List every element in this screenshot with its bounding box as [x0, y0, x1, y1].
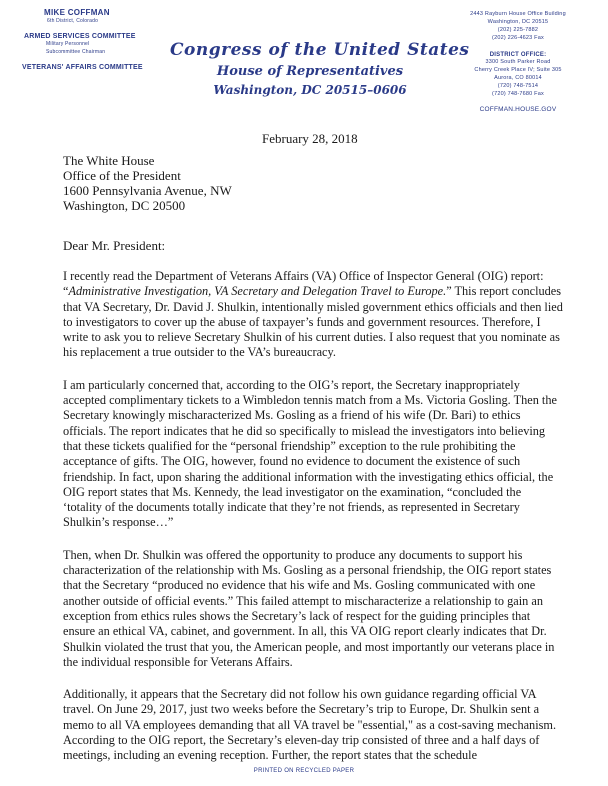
letter-date: February 28, 2018 — [262, 131, 358, 146]
paragraph-2: I am particularly concerned that, according to the OIG’s report, the Secretary inappropriately accepted complimentary tickets to a Wimbledon tennis match from a Ms. Victoria Gosling. Then the Secretary knowingly mischaracterized Ms. Gosling as a friend of his wife (Dr. Bari) to ethics officials. The report indicates that he did so specifically to mislead the investigators into believing that these tickets qualified for the “personal friendship” exception to the rule prohibiting the acceptance of gifts. The OIG, however, found no evidence to document the existence of such friendship. In fact, upon sharing the additional information with the investigating ethics official, the OIG report states that Ms. Kennedy, the lead investigator on the examination, “concluded the ‘totality of the documents totally indicate that they’re not friends, as represented in Secretary Shulkin’s response…” — [63, 377, 557, 530]
recipient-line: 1600 Pennsylvania Avenue, NW — [63, 183, 232, 198]
district-line3: Aurora, CO 80014 — [494, 75, 542, 81]
dc-fax: (202) 226-4623 Fax — [492, 35, 544, 41]
paragraph-4: Additionally, it appears that the Secretary did not follow his own guidance regarding official VA travel. On June 29, 2017, just two weeks before the Secretary’s trip to Europe, Dr. Shulkin sent a memo to all VA employees demanding that all VA travel be "essential," as a cost-saving mechanism. According to the OIG report, the Secretary’s eleven-day trip consisted of three and a half days of meetings, including an evening reception. Further, the report states that the schedule — [63, 687, 557, 763]
recipient-line: Washington, DC 20500 — [63, 198, 186, 213]
p1-after: ” This report concludes that VA Secretary, Dr. David J. Shulkin, intentionally misled government ethics officials and then lied to investigators to cover up the abuse of taxpayer’s funds and government resources. Therefore, I write to ask you to relieve Secretary Shulkin of his current duties. I also request that you nominate as his replacement a true outsider to the VA’s bureaucracy. — [63, 284, 563, 360]
report-title: Administrative Investigation, VA Secretary and Delegation Travel to Europe. — [68, 284, 447, 299]
member-district: 6th District, Colorado — [47, 18, 99, 24]
committee-armed-services: ARMED SERVICES COMMITTEE — [24, 33, 136, 40]
washington-zip: Washington, DC 20515–0606 — [213, 83, 407, 97]
district-fax: (720) 748-7680 Fax — [492, 91, 544, 97]
recipient-line: The White House — [63, 153, 155, 168]
district-line2: Cherry Creek Place IV; Suite 305 — [474, 67, 562, 73]
dc-phone: (202) 225-7882 — [497, 27, 539, 33]
recycled-paper-footer: PRINTED ON RECYCLED PAPER — [253, 768, 355, 774]
recipient-line: Office of the President — [63, 168, 181, 183]
house-title: House of Representatives — [216, 64, 404, 79]
congress-title: Congress of the United States — [170, 40, 470, 60]
p1-before: I recently read the Department of Veterans Affairs (VA) Office of Inspector General (OIG) report: “ — [63, 269, 544, 299]
paragraph-3: Then, when Dr. Shulkin was offered the opportunity to produce any documents to support his characterization of the relationship with Ms. Gosling as a personal friendship, the OIG report states that the Secretary “produced no evidence that his wife and Ms. Gosling communicated with one another outside of official events.” This failed attempt to mischaracterize a relationship to gain an exception from ethics rules shows the Secretary’s lack of respect for the guiding principles that ensure an ethical VA, cabinet, and government. In all, this VA OIG report clearly indicates that Dr. Shulkin violated the trust that you, the American people, and most importantly our veterans place in the individual responsible for Veterans Affairs. — [63, 547, 555, 669]
website: COFFMAN.HOUSE.GOV — [479, 106, 557, 113]
letterhead-right — [438, 10, 598, 113]
committee-sub1: Military Personnel — [46, 41, 90, 47]
dc-address-line2: Washington, DC 20515 — [487, 19, 549, 25]
district-office-label: DISTRICT OFFICE: — [489, 52, 547, 58]
letterhead-center — [170, 40, 470, 97]
letterhead-left — [22, 8, 143, 71]
dc-address-line1: 2443 Rayburn House Office Building — [470, 11, 566, 17]
letter-body — [63, 269, 563, 781]
member-name: MIKE COFFMAN — [44, 8, 110, 17]
recipient-address — [63, 153, 232, 213]
committee-sub2: Subcommittee Chairman — [46, 49, 106, 55]
district-phone: (720) 748-7514 — [497, 83, 539, 89]
district-line1: 3300 South Parker Road — [485, 59, 551, 65]
committee-veterans: VETERANS' AFFAIRS COMMITTEE — [22, 64, 143, 71]
salutation: Dear Mr. President: — [63, 238, 166, 253]
paragraph-1 — [63, 269, 563, 361]
